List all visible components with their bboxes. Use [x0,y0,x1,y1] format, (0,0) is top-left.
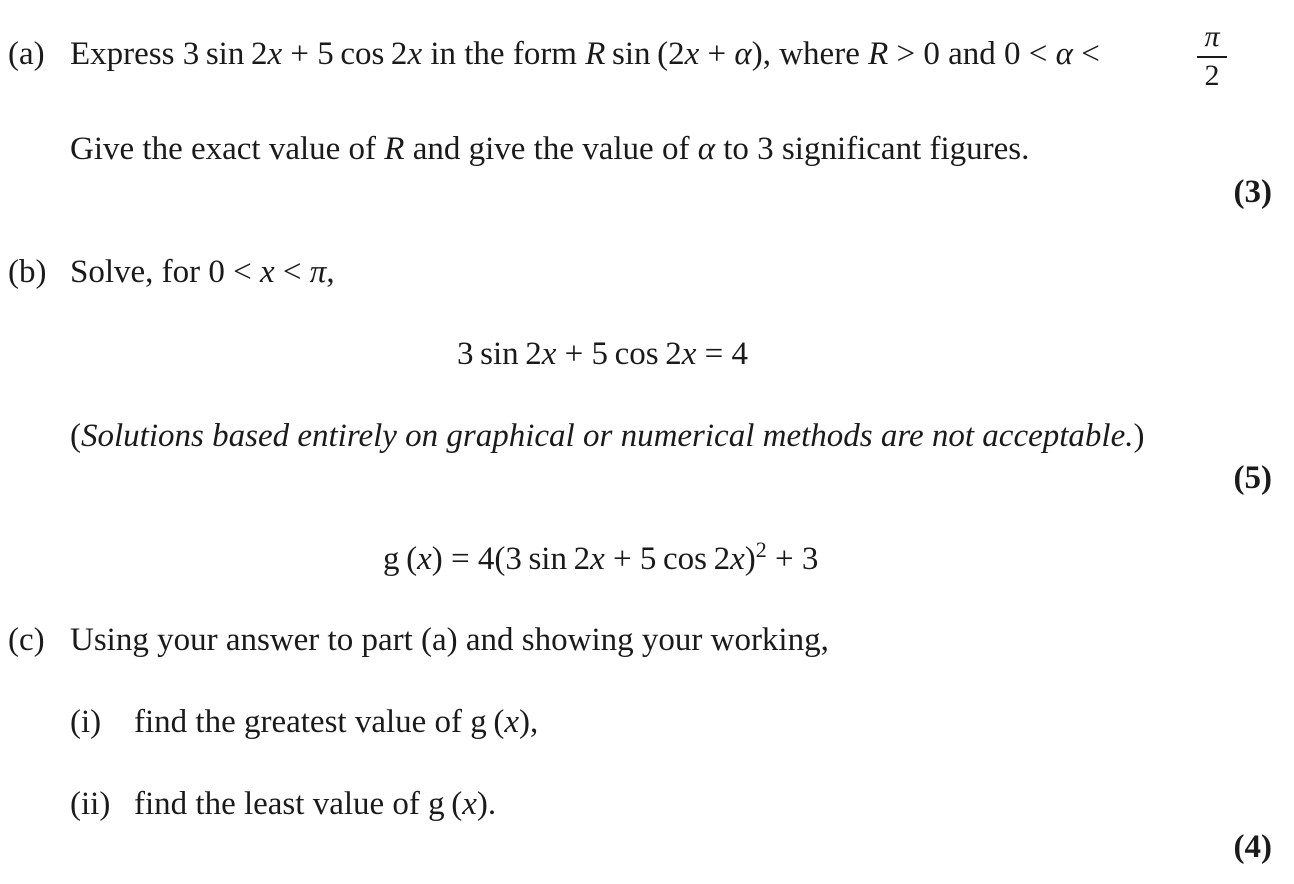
g-definition: g (x) = 4(3 sin 2x + 5 cos 2x)$^2$ + 3 [383,537,819,577]
part-b-label: (b) [8,254,47,290]
part-c-ii-label: (ii) [70,786,111,822]
part-a-instruction: Give the exact value of R and give the value of α to 3 significant figures. [70,131,1030,167]
part-c-label: (c) [8,622,45,658]
part-b-equation: 3 sin 2x + 5 cos 2x = 4 [457,336,748,372]
fraction-bar [1197,56,1227,58]
fraction-denominator: 2 [1204,59,1220,92]
pi-over-two-fraction [1197,22,1227,91]
part-a-statement: Express 3 sin 2x + 5 cos 2x in the form R sin (2x + α), where R > 0 and 0 < α < [70,36,1100,72]
part-c-ii-statement: find the least value of g (x). [134,786,497,822]
part-b-statement: Solve, for 0 < x < π, [70,254,335,290]
part-c-marks: (4) [1233,829,1272,865]
part-a-label: (a) [8,36,45,72]
part-b-note: (Solutions based entirely on graphical or numerical methods are not acceptable.) [70,418,1145,454]
part-c-statement: Using your answer to part (a) and showing your working, [70,622,829,658]
part-a-marks: (3) [1233,174,1272,210]
part-c-i-statement: find the greatest value of g (x), [134,704,539,740]
fraction-numerator: π [1204,20,1220,53]
part-b-marks: (5) [1233,460,1272,496]
part-c-i-label: (i) [70,704,102,740]
